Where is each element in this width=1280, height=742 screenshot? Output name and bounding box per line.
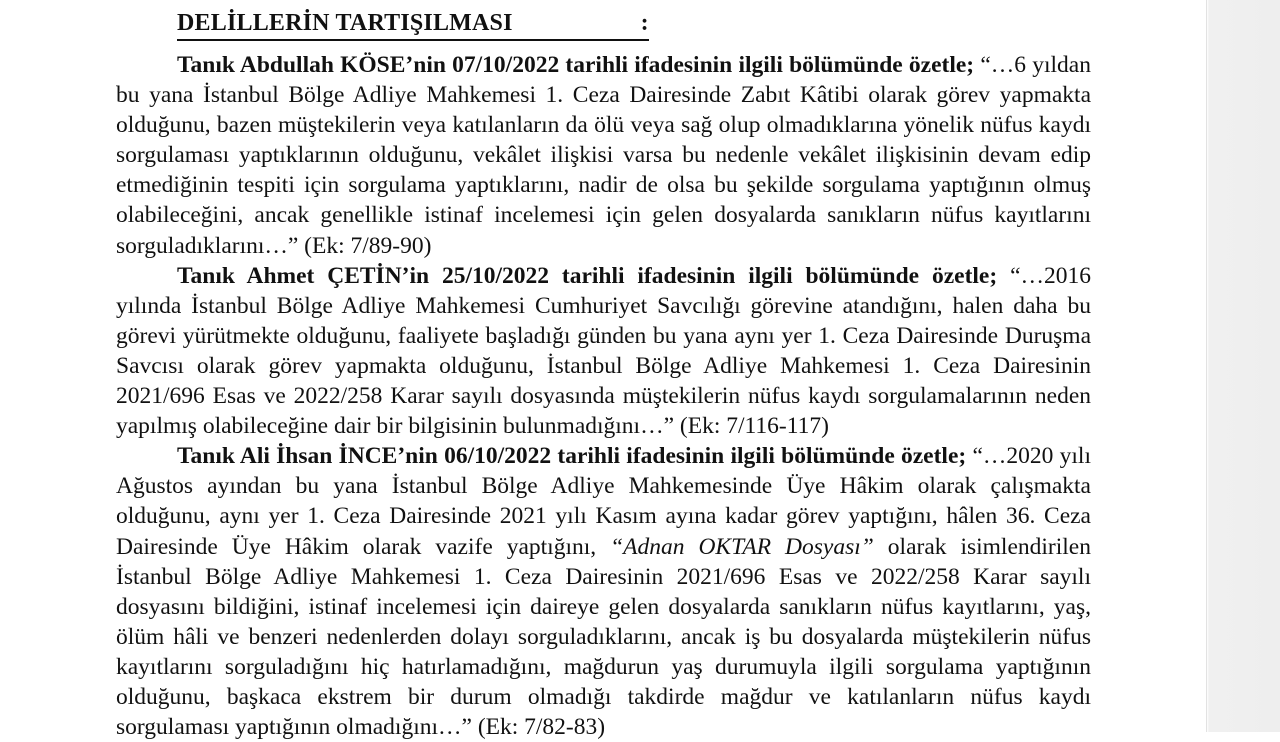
witness-statement-body: “…2016 yılında İstanbul Bölge Adliye Mahkemesi Cumhuriyet Savcılığı görevine atandığını, halen daha bu görevi yürütmekte olduğunu, faaliyete başladığı günden bu yana aynı yer 1. Ceza Dairesinde Duruşma Savcısı olarak görev yapmakta olduğunu, İstanbul Bölge Adliye Mahkemesi 1. Ceza Dairesinin 2021/696 Esas ve 2022/258 Karar sayılı dosyasında müştekilerin nüfus kaydı sorgulamalarının neden yapılmış olabileceğine dair bir bilgisinin bulunmadığını…” (Ek: 7/116-117) xyxy=(116,262,1091,440)
page-title-colon: : xyxy=(640,10,649,36)
page-title-underlined-run xyxy=(177,8,649,41)
witness-statement-lead: Tanık Ahmet ÇETİN’in 25/10/2022 tarihli ifadesinin ilgili bölümünde özetle; xyxy=(177,262,998,289)
paragraph-witness-abdullah-kose xyxy=(116,50,1091,261)
witness-statement-body-before-quote: “…2020 yılı Ağustos ayından bu yana İstanbul Bölge Adliye Mahkemesinde Üye Hâkim olarak çalışmakta olduğunu, aynı yer 1. Ceza Dairesinde 2021 yılı Kasım ayına kadar görev yaptığını, hâlen 36. Ceza Dairesinde Üye Hâkim olarak vazife yaptığını, xyxy=(116,443,1091,560)
page-title xyxy=(116,8,1091,41)
witness-statement-lead: Tanık Abdullah KÖSE’nin 07/10/2022 tarihli ifadesinin ilgili bölümünde özetle; xyxy=(177,52,975,78)
witness-statement-body: “…6 yıldan bu yana İstanbul Bölge Adliye Mahkemesi 1. Ceza Dairesinde Zabıt Kâtibi olarak görev yapmakta olduğunu, bazen müştekilerin veya katılanların da ölü veya sağ olup olmadıklarına yönelik nüfus kaydı sorgulaması yaptıklarının olduğunu, vekâlet ilişkisi varsa bu nedenle vekâlet ilişkisinin devam edip etmediğinin tespiti için sorgulama yaptıklarını, nadir de olsa bu şekilde sorgulama yaptığının olmuş olabileceğini, ancak genellikle istinaf incelemesi için gelen dosyalarda sanıkların nüfus kayıtlarını sorguladıklarını…” (Ek: 7/89-90) xyxy=(116,52,1091,259)
document-content xyxy=(116,8,1091,742)
scan-edge-band xyxy=(1206,0,1280,732)
witness-statement-body-after-quote: olarak isimlendirilen İstanbul Bölge Adliye Mahkemesi 1. Ceza Dairesinin 2021/696 Esas ve 2022/258 Karar sayılı dosyasını bildiğini, istinaf incelemesi için daireye gelen dosyalarda sanıkların nüfus kayıtlarını, yaş, ölüm hâli ve benzeri nedenlerden dolayı sorguladıklarını, ancak iş bu dosyalarda müştekilerin nüfus kayıtlarını sorguladığını hiç hatırlamadığını, mağdurun yaş durumuyla ilgili sorgulama yaptığının olduğunu, başkaca ekstrem bir durum olmadığı takdirde mağdur ve katılanların nüfus kaydı sorgulaması yaptığının olmadığını…” (Ek: 7/82-83) xyxy=(116,533,1091,741)
case-file-name-italic: “Adnan OKTAR Dosyası” xyxy=(610,533,874,560)
paragraph-witness-ali-ihsan-ince xyxy=(116,441,1091,742)
paragraph-witness-ahmet-cetin xyxy=(116,261,1091,442)
page-title-text: DELİLLERİN TARTIŞILMASI xyxy=(177,10,513,36)
witness-statement-lead: Tanık Ali İhsan İNCE’nin 06/10/2022 tarihli ifadesinin ilgili bölümünde özetle; xyxy=(177,443,967,470)
